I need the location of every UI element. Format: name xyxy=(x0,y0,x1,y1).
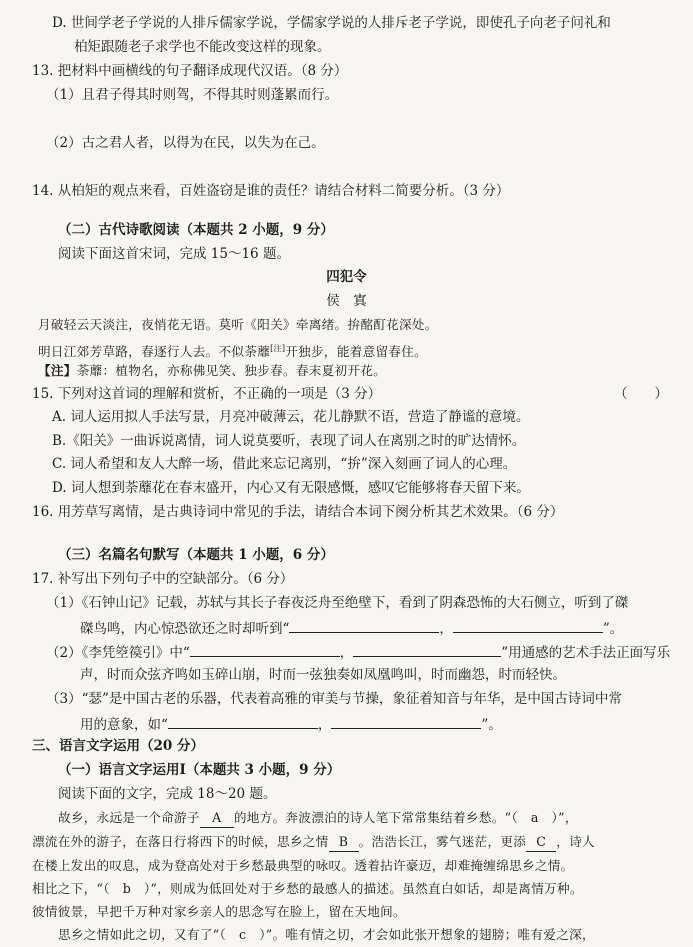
q15-stem: 15. 下列对这首词的理解和赏析，不正确的一项是（3 分） xyxy=(32,386,382,402)
poem-line-2: 明日江郊芳草路，春逐行人去。不似荼蘼[注]开独步，能着意留春住。 xyxy=(38,344,428,360)
q17-item2-line1: （2）《李凭箜篌引》中“ ， ”用通感的艺术手法正面写乐 xyxy=(46,642,670,662)
answer-blank[interactable] xyxy=(453,618,603,633)
q16-stem: 16. 用芳草写离情，是古典诗词中常见的手法，请结合本词下阕分析其艺术效果。（6 分） xyxy=(32,504,564,520)
q12-option-d-line2: 柏矩跟随老子求学也不能改变这样的现象。 xyxy=(74,39,331,55)
answer-blank[interactable] xyxy=(289,618,439,633)
q13-sentence-2: （2）古之君人者，以得为在民，以失为在己。 xyxy=(46,135,325,151)
q17-item1-line2: 磔鸟鸣，内心惊恐欲还之时却听到“ ， ”。 xyxy=(80,618,623,638)
section2-heading: （二）古代诗歌阅读（本题共 2 小题，9 分） xyxy=(58,222,334,238)
q13-stem: 13. 把材料中画横线的句子翻译成现代汉语。（8 分） xyxy=(32,63,348,79)
passage-line-4: 相比之下，“（ b ）”，则成为低回处对于乡愁的最感人的描述。虽然直白如话，却是离情万种。 xyxy=(32,881,583,896)
answer-blank[interactable] xyxy=(168,714,318,729)
blank-c: C xyxy=(526,833,556,852)
answer-blank[interactable] xyxy=(353,642,501,657)
q17-item3-line1: （3）“瑟”是中国古老的乐器，代表着高雅的审美与节操，象征着知音与年华，是中国古诗词中常 xyxy=(46,691,622,707)
q15-option-a: A. 词人运用拟人手法写景，月亮冲破薄云，花儿静默不语，营造了静谧的意境。 xyxy=(52,409,530,425)
section3-heading: （三）名篇名句默写（本题共 1 小题，6 分） xyxy=(58,547,334,563)
poem-author: 侯 寘 xyxy=(326,293,367,309)
q17-stem: 17. 补写出下列句子中的空缺部分。（6 分） xyxy=(32,571,294,587)
part3-subheading: （一）语言文字运用Ⅰ（本题共 3 小题，9 分） xyxy=(58,762,341,778)
blank-b: B xyxy=(329,833,359,852)
answer-blank[interactable] xyxy=(331,714,481,729)
poem-line-1: 月破轻云天淡注，夜悄花无语。莫听《阳关》牵离绪。拚酩酊花深处。 xyxy=(38,317,438,332)
q17-item3-line2: 用的意象，如“ ， ”。 xyxy=(80,714,502,734)
q15-answer-paren: （ ） xyxy=(614,386,668,402)
section2-intro: 阅读下面这首宋词，完成 15～16 题。 xyxy=(58,246,290,262)
poem-note: 【注】荼蘼：植物名，亦称佛见笑、独步春。春末夏初开花。 xyxy=(38,363,387,378)
passage-line-3: 在楼上发出的叹息，成为登高处对于乡愁最典型的咏叹。透着拈许豪迈，却难掩缠绵思乡之情。 xyxy=(32,858,574,873)
blank-a: A xyxy=(200,809,234,828)
passage-line-2: 漂流在外的游子，在落日行将西下的时候，思乡之情 B 。浩浩长江，雾气迷茫，更添 C ，诗人 xyxy=(32,833,595,852)
q17-item1-line1: （1）《石钟山记》记载，苏轼与其长子春夜泛舟至绝壁下，看到了阴森恐怖的大石侧立，听到了磔 xyxy=(46,595,629,611)
q12-option-d-line1: D. 世间学老子学说的人排斥儒家学说，学儒家学说的人排斥老子学说，即使孔子向老子问礼和 xyxy=(52,15,611,31)
answer-blank[interactable] xyxy=(190,642,340,657)
part3-heading: 三、语言文字运用（20 分） xyxy=(32,738,204,754)
passage-line-1: 故乡，永远是一个命游子 A 的地方。奔波漂泊的诗人笔下常常集结着乡愁。“（ a ）”， xyxy=(58,809,578,828)
passage-line-6: 思乡之情如此之切，又有了“（ c ）”。唯有情之切，才会如此张开想象的翅膀；唯有爱之深， xyxy=(58,927,595,942)
part3-intro: 阅读下面的文字，完成 18～20 题。 xyxy=(58,786,277,802)
passage-line-5: 彼情彼景，早把千万种对家乡亲人的思念写在脸上，留在天地间。 xyxy=(32,904,406,919)
q15-option-b: B.《阳关》一曲诉说离情，词人说莫要听，表现了词人在离别之时的旷达情怀。 xyxy=(52,433,526,449)
q13-sentence-1: （1）且君子得其时则驾，不得其时则蓬累而行。 xyxy=(46,87,339,103)
note-marker: [注] xyxy=(270,344,286,353)
poem-title: 四犯令 xyxy=(326,269,367,285)
q15-option-d: D. 词人想到荼蘼花在春末盛开，内心又有无限感慨，感叹它能够将春天留下来。 xyxy=(52,480,530,496)
q15-option-c: C. 词人希望和友人大醉一场，借此来忘记离别，“拚”深入刻画了词人的心理。 xyxy=(52,456,517,472)
q17-item2-line2: 声，时而众弦齐鸣如玉碎山崩，时而一弦独奏如凤凰鸣叫，时而幽怨，时而轻快。 xyxy=(80,667,566,683)
q14-stem: 14. 从柏矩的观点来看，百姓盗窃是谁的责任？请结合材料二简要分析。（3 分） xyxy=(32,183,510,199)
